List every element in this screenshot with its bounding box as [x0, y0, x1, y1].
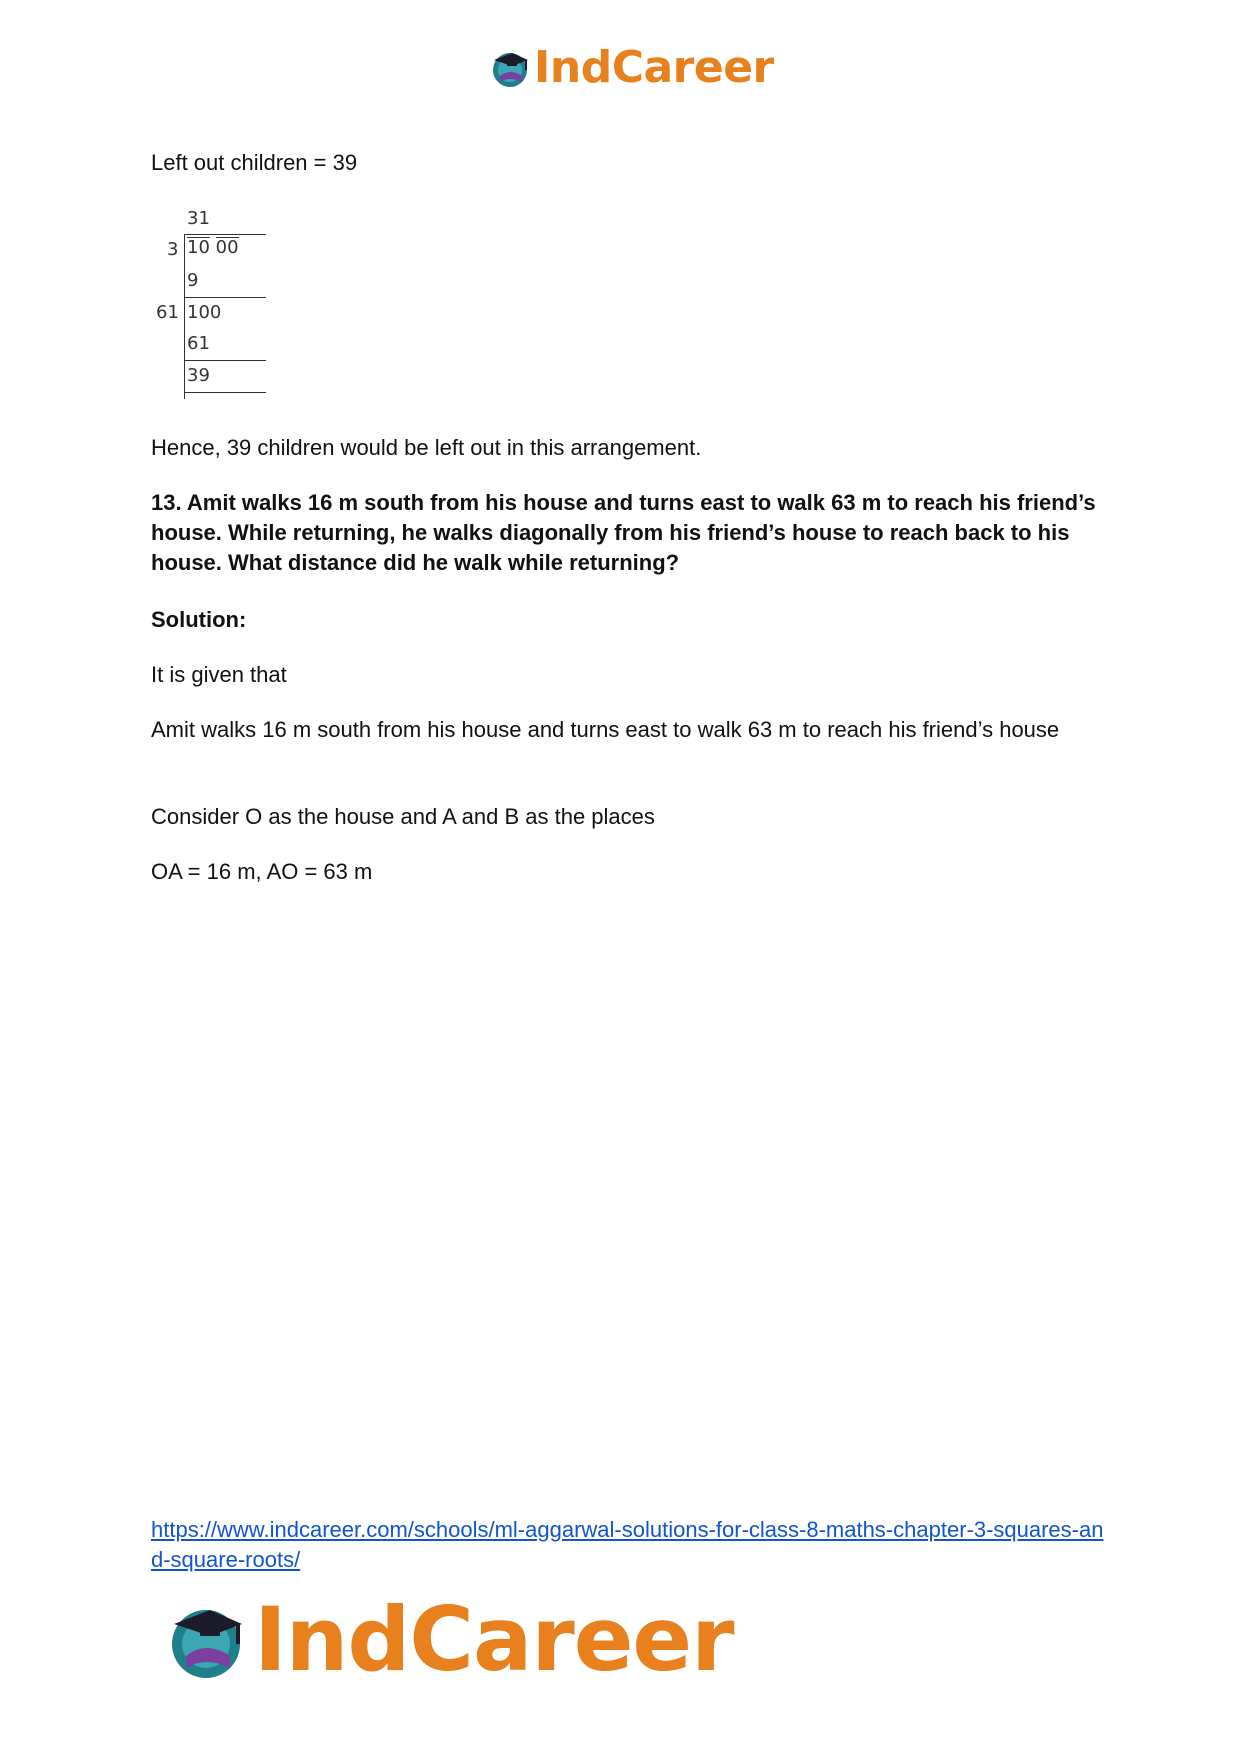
statement-text: Amit walks 16 m south from his house and turns east to walk 63 m to reach his friend’s house [151, 717, 1060, 742]
footer-logo-text: IndCareer [254, 1588, 734, 1691]
footer-logo [162, 1588, 734, 1691]
conclusion-text: Hence, 39 children would be left out in this arrangement. [151, 435, 702, 460]
subtract-2: 61 [187, 333, 210, 354]
graduation-cap-globe-icon [162, 1596, 250, 1684]
quotient: 31 [187, 208, 210, 229]
header-logo-text: IndCareer [534, 42, 774, 93]
dividend-group-2: 00 [215, 237, 239, 258]
left-out-text: Left out children = 39 [151, 150, 358, 175]
question-13: 13. Amit walks 16 m south from his house and turns east to walk 63 m to reach his friend’s house. While returning, he walks diagonally from his friend’s house to reach back to his house. What distance did he walk while returning? [151, 490, 1096, 575]
subtract-1: 9 [187, 270, 199, 291]
source-link[interactable]: https://www.indcareer.com/schools/ml-aggarwal-solutions-for-class-8-maths-chapter-3-squares-and-square-roots/ [151, 1517, 1104, 1572]
dividend [187, 237, 239, 258]
long-division-figure [151, 206, 281, 398]
division-rule-bottom [184, 392, 266, 393]
graduation-cap-globe-icon [488, 46, 532, 90]
given-text: It is given that [151, 662, 287, 687]
division-rule-2 [184, 297, 266, 298]
divisor-2: 61 [156, 302, 179, 323]
division-rule-3 [184, 360, 266, 361]
divisor-1: 3 [167, 239, 179, 260]
header-logo [488, 42, 774, 93]
remainder-1: 100 [187, 302, 222, 323]
lengths-text: OA = 16 m, AO = 63 m [151, 859, 373, 884]
dividend-group-1: 10 [187, 237, 210, 258]
division-rule-vertical [184, 234, 185, 399]
remainder-final: 39 [187, 365, 210, 386]
division-rule-top [184, 234, 266, 235]
solution-label: Solution: [151, 607, 247, 632]
consider-text: Consider O as the house and A and B as the places [151, 804, 655, 829]
